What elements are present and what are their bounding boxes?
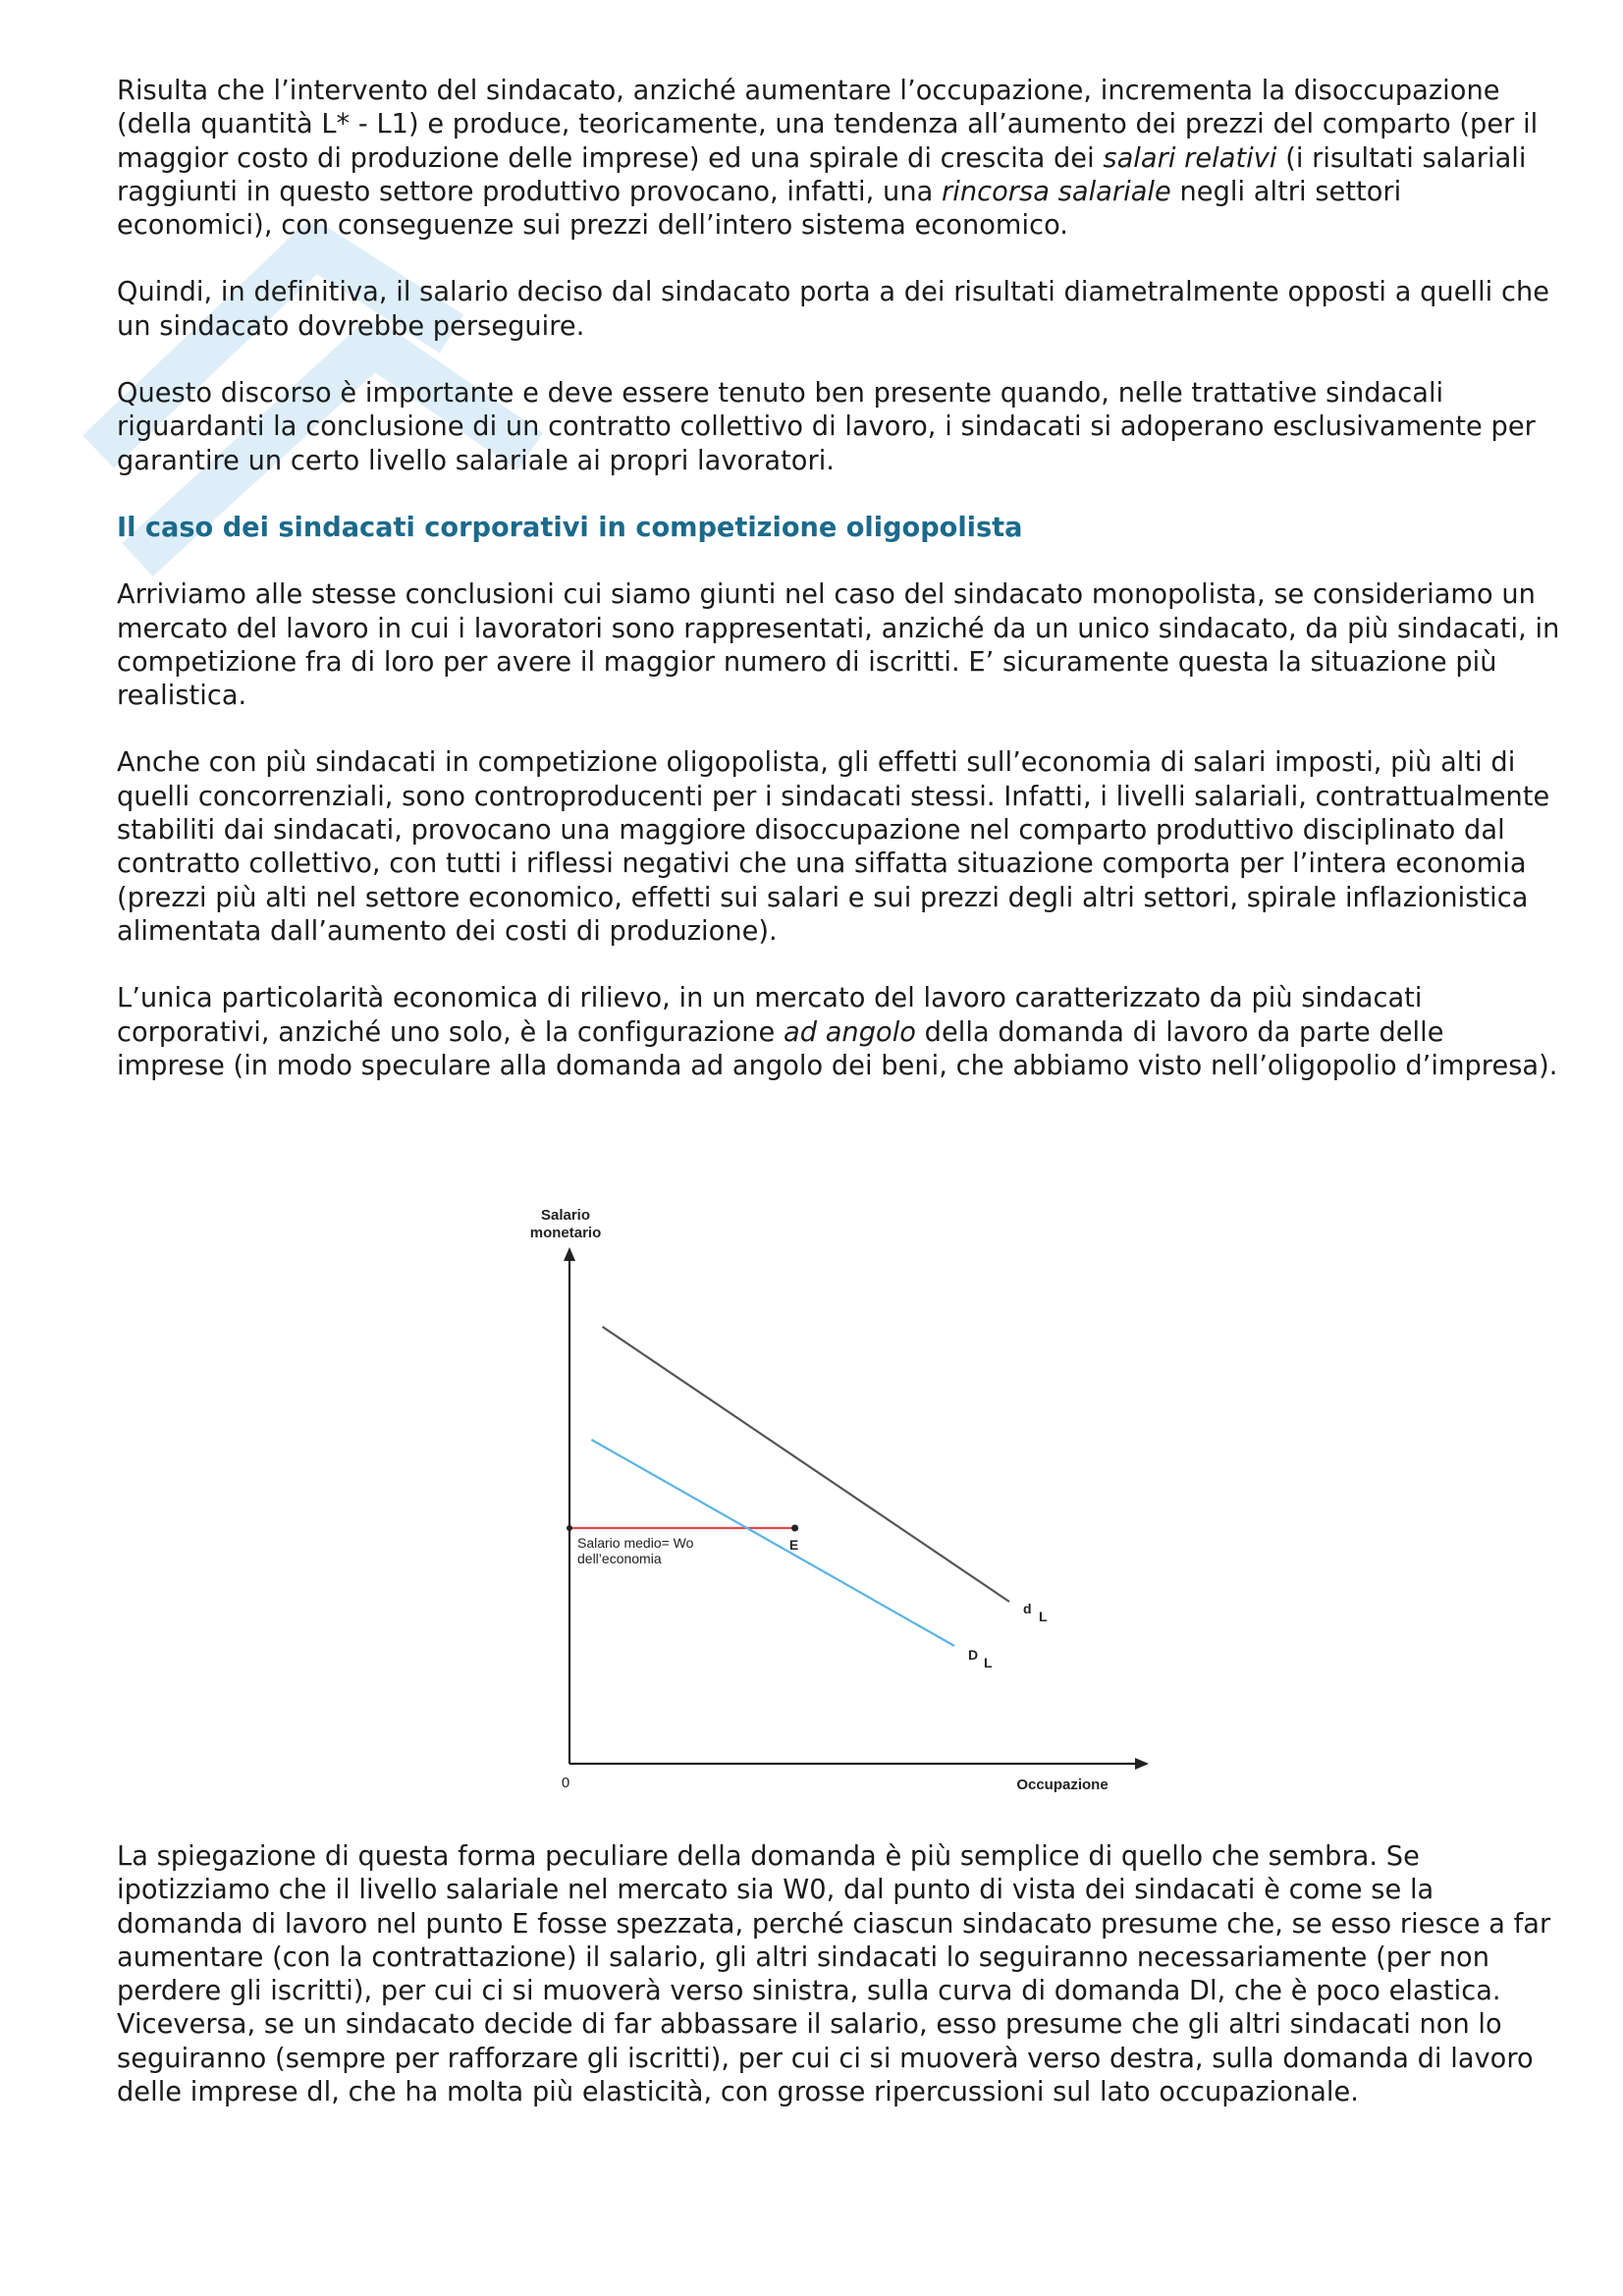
paragraph-6 (117, 982, 1560, 1083)
series-label-dl-big-sub: L (984, 1655, 993, 1670)
paragraph-6-text-c: della domanda di lavoro da parte delle imprese (in modo speculare alla domanda ad angolo dei beni, che abbiamo visto nell’oligopolio d’impresa). (117, 1016, 1558, 1081)
equilibrium-point (791, 1525, 798, 1532)
x-axis-label: Occupazione (1016, 1777, 1109, 1793)
paragraph-4: Arriviamo alle stesse conclusioni cui siamo giunti nel caso del sindacato monopolista, se consideriamo un mercato del lavoro in cui i lavoratori sono rappresentati, anziché da un unico sindacato, da più sindacati, in competizione fra di loro per avere il maggior numero di iscritti. E’ sicuramente questa la situazione più realistica. (117, 579, 1560, 712)
paragraph-6-text-a: L’unica particolarità economica di rilievo, in un mercato del lavoro caratterizzato da più sindacati corporativi, anziché uno solo, è la configurazione (117, 983, 1423, 1048)
wage-label-line1: Salario medio= Wo (577, 1535, 694, 1551)
paragraph-2: Quindi, in definitiva, il salario deciso dal sindacato porta a dei risultati diametralmente opposti a quelli che un sindacato dovrebbe perseguire. (117, 277, 1550, 342)
paragraph-1-text-e: negli altri settori economici), con conseguenze sui prezzi dell’intero sistema economico. (117, 176, 1402, 242)
plot-area (567, 1327, 1048, 1670)
series-label-dl-small-main: d (1023, 1601, 1032, 1616)
y-axis-label-line1: Salario (540, 1207, 591, 1224)
kinked-demand-chart (520, 1198, 1168, 1807)
paragraph-7: La spiegazione di questa forma peculiare della domanda è più semplice di quello che sembra. Se ipotizziamo che il livello salariale nel mercato sia W0, dal punto di vista dei sindacati è come se la domanda di lavoro nel punto E fosse spezzata, perché ciascun sindacato presume che, se esso riesce a far aumentare (con la contrattazione) il salario, gli altri sindacati lo seguiranno necessariamente (per non perdere gli iscritti), per cui ci si muoverà verso sinistra, sulla curva di domanda Dl, che è poco elastica. Viceversa, se un sindacato decide di far abbassare il salario, esso presume che gli altri sindacati non lo seguiranno (sempre per rafforzare gli iscritti), per cui ci si muoverà verso destra, sulla domanda di lavoro delle imprese dl, che ha molta più elasticità, con grosse ripercussioni sul lato occupazionale. (117, 1841, 1551, 2108)
paragraph-5: Anche con più sindacati in competizione oligopolista, gli effetti sull’economia di salari imposti, più alti di quelli concorrenziali, sono controproducenti per i sindacati stessi. Infatti, i livelli salariali, contrattualmente stabiliti dai sindacati, provocano una maggiore disoccupazione nel comparto produttivo disciplinato dal contratto collettivo, con tutti i riflessi negativi che una siffatta situazione comporta per l’intera economia (prezzi più alti nel settore economico, effetti sui salari e sui prezzi degli altri settori, spirale inflazionistica alimentata dall’aumento dei costi di produzione). (117, 747, 1550, 947)
paragraph-1-italic-rincorsa-salariale: rincorsa salariale (942, 176, 1171, 207)
section-heading: Il caso dei sindacati corporativi in competizione oligopolista (117, 512, 1023, 543)
y-axis-label-line2: monetario (529, 1225, 602, 1241)
chart-svg (520, 1198, 1168, 1807)
wage-label-line2: dell’economia (577, 1551, 662, 1566)
series-label-dl-big-main: D (968, 1647, 979, 1663)
equilibrium-point-label: E (788, 1537, 799, 1553)
wage-axis-point (567, 1525, 572, 1531)
paragraph-1 (117, 75, 1560, 243)
paragraph-6-italic-ad-angolo: ad angolo (784, 1016, 916, 1048)
series-label-dl-small-sub: L (1039, 1609, 1048, 1624)
paragraph-3: Questo discorso è importante e deve essere tenuto ben presente quando, nelle trattative sindacali riguardanti la conclusione di un contratto collettivo di lavoro, i sindacati si adoperano esclusivamente per garantire un certo livello salariale ai propri lavoratori. (117, 378, 1536, 476)
paragraph-1-italic-salari-relativi: salari relativi (1103, 142, 1277, 174)
paragraph-1-text-a: Risulta che l’intervento del sindacato, anziché aumentare l’occupazione, incrementa la disoccupazione (della quantità L* - L1) e produce, teoricamente, una tendenza all’aumento dei prezzi del comparto (per il maggior costo di produzione delle imprese) ed una spirale di crescita dei (117, 76, 1539, 174)
document-body (117, 75, 1560, 1083)
origin-label: 0 (561, 1775, 570, 1791)
paragraph-1-text-c: (i risultati salariali raggiunti in questo settore produttivo provocano, infatti, una (117, 142, 1527, 207)
